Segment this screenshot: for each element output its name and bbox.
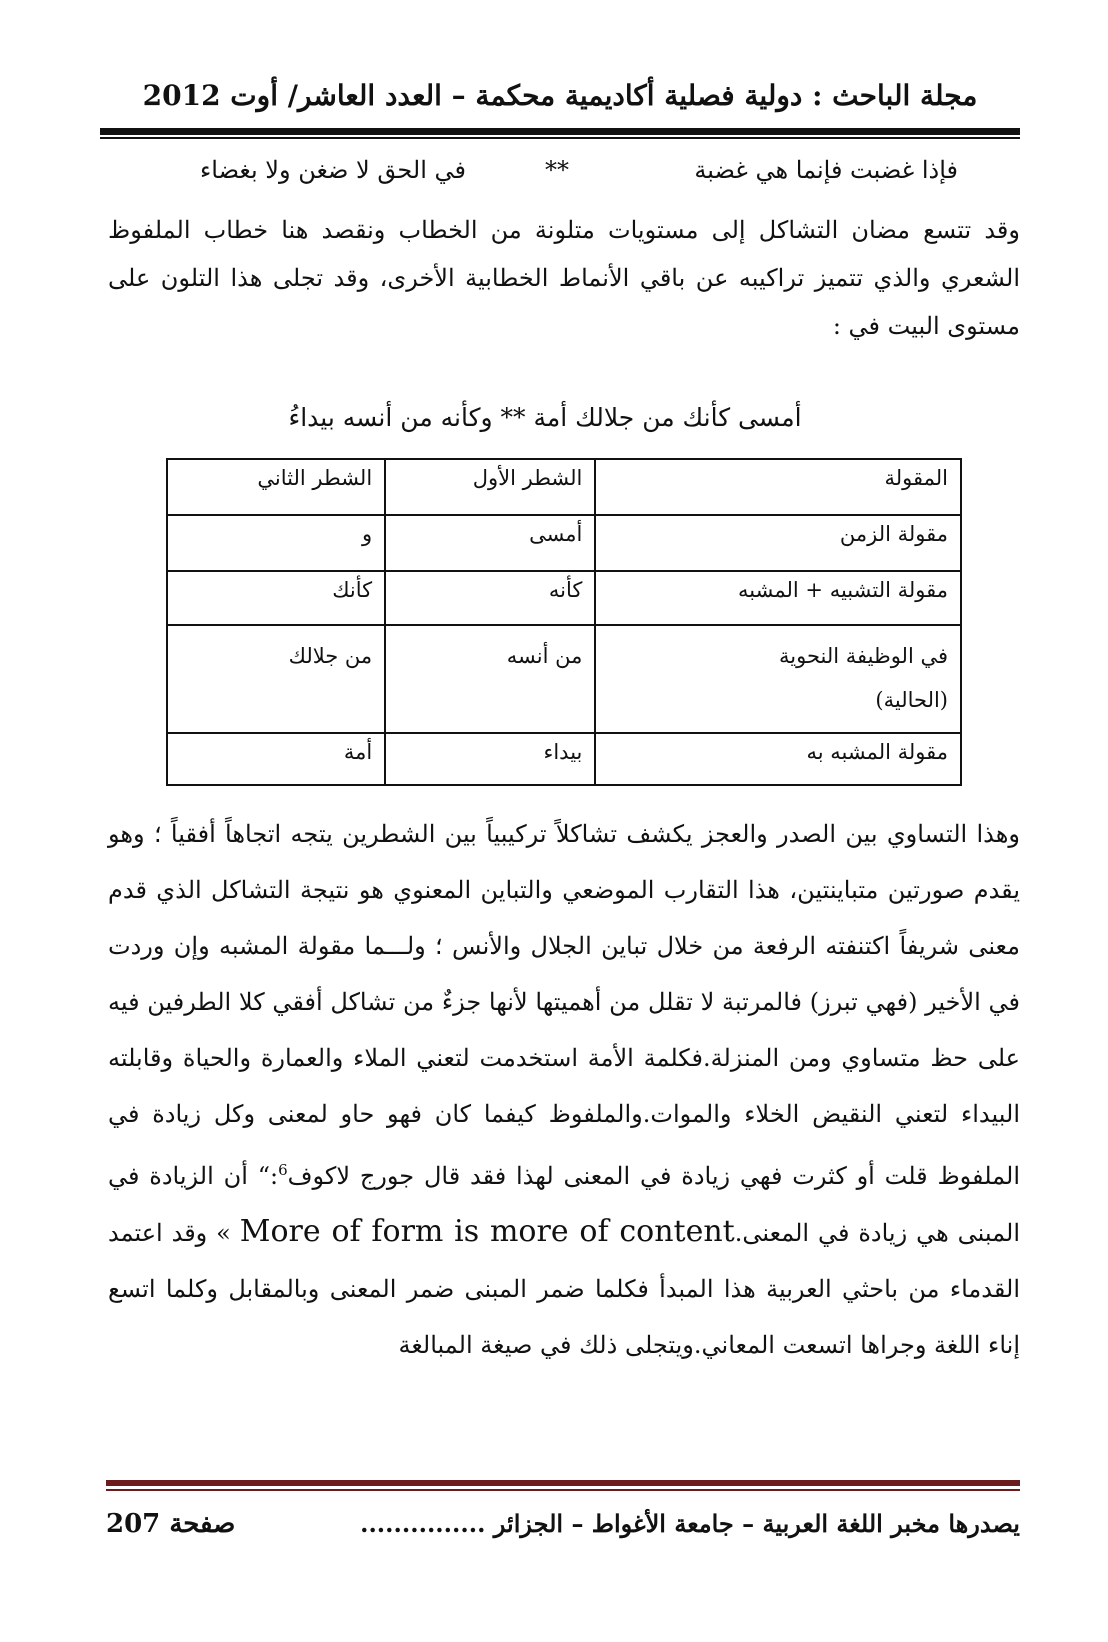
paragraph-text: وهذا التساوي بين الصدر والعجز يكشف تشاكلاً تركيبياً بين الشطرين يتجه اتجاهاً أفقياً ؛ وهو يقدم صورتين متباينتين، هذا التقارب الموضعي والتباين المعنوي هو نتيجة التشاكل الذي قدم معنى شريفاً اكتنفته الرفعة من خلال تباين الجلال والأنس ؛ ولـــما مقولة المشبه وإن وردت في الأخير (فهي تبرز) فالمرتبة لا تقلل من أهميتها لأنها جزءٌ من تشاكل أفقي كلا الطرفين فيه على حظ متساوي ومن المنزلة.فكلمة الأمة استخدمت لتعني الملاء والعمارة والحياة وقابلته البيداء لتعني النقيض الخلاء والموات.والملفوظ كيفما كان فهو حاو لمعنى وكل زيادة في الملفوظ قلت أو كثرت فهي زيادة في المعنى لهذا فقد قال جورج لاكوف [108, 820, 1020, 1190]
footer-rule-thin [106, 1489, 1020, 1491]
table-cell: أمسى [385, 515, 595, 571]
table-cell: و [167, 515, 385, 571]
table-cell: مقولة المشبه به [595, 733, 961, 785]
table-row [167, 733, 961, 785]
page-number: صفحة 207 [106, 1509, 236, 1539]
table-header-cell: الشطر الأول [385, 459, 595, 515]
analysis-table [166, 458, 962, 786]
paragraph-analysis [108, 806, 1020, 1373]
verse1-separator: ** [545, 156, 569, 184]
english-quote: More of form is more of content [239, 1214, 735, 1249]
table-cell: من أنسه [385, 625, 595, 733]
table-row [167, 571, 961, 625]
table-cell: مقولة الزمن [595, 515, 961, 571]
table-cell: أمة [167, 733, 385, 785]
publisher-line: يصدرها مخبر اللغة العربية – جامعة الأغواط – الجزائر ............... [360, 1509, 1020, 1538]
table-cell: من جلالك [167, 625, 385, 733]
table-header-row [167, 459, 961, 515]
table-cell-line: في الوظيفة النحوية [779, 644, 948, 668]
table-header-cell: الشطر الثاني [167, 459, 385, 515]
table-cell [595, 625, 961, 733]
table-cell: بيداء [385, 733, 595, 785]
header-rule [100, 128, 1020, 135]
paragraph-text-continued: وقد اعتمد القدماء من باحثي العربية هذا المبدأ فكلما ضمر المبنى ضمر المعنى وبالمقابل وكلما اتسع إناء اللغة وجراها اتسعت المعاني.ويتجلى ذلك في صيغة المبالغة [108, 1219, 1020, 1359]
verse1-second-hemistich: في الحق لا ضغن ولا بغضاء [200, 156, 466, 184]
table-cell: مقولة التشبيه + المشبه [595, 571, 961, 625]
footnote-marker[interactable]: 6 [278, 1161, 288, 1179]
table-row [167, 625, 961, 733]
table-cell: كأنك [167, 571, 385, 625]
arabic-quote: :“ أن الزيادة في المبنى هي زيادة في المعنى. [108, 1162, 1020, 1247]
quote-close: » [216, 1219, 240, 1247]
verse1-first-hemistich: فإذا غضبت فإنما هي غضبة [694, 156, 958, 184]
table-cell: كأنه [385, 571, 595, 625]
footer-rule [106, 1480, 1020, 1486]
header-rule-thin [100, 137, 1020, 139]
table-cell-note: (الحالية) [875, 688, 948, 712]
verse2: أمسى كأنك من جلالك أمة ** وكأنه من أنسه بيداءُ [288, 403, 802, 432]
table-header-cell: المقولة [595, 459, 961, 515]
table-row [167, 515, 961, 571]
page-header: مجلة الباحث : دولية فصلية أكاديمية محكمة – العدد العاشر/ أوت 2012 [142, 79, 978, 112]
paragraph-intro: وقد تتسع مضان التشاكل إلى مستويات متلونة من الخطاب ونقصد هنا خطاب الملفوظ الشعري والذي تتميز تراكيبه عن باقي الأنماط الخطابية الأخرى، وقد تجلى هذا التلون على مستوى البيت في : [108, 216, 1020, 340]
